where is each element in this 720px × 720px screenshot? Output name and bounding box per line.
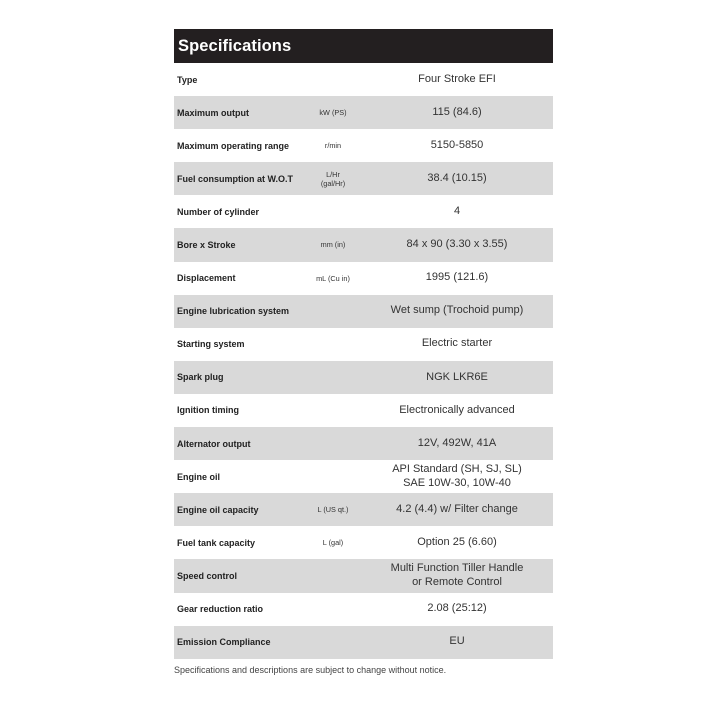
spec-label: Bore x Stroke — [177, 240, 236, 251]
spec-row — [174, 63, 553, 96]
spec-value-line: or Remote Control — [412, 575, 502, 588]
spec-label: Fuel tank capacity — [177, 537, 256, 548]
spec-label: Gear reduction ratio — [177, 604, 264, 615]
spec-unit: mm (in) — [320, 240, 346, 250]
spec-row — [174, 361, 553, 394]
spec-row — [174, 228, 553, 261]
page-title: Specifications — [178, 36, 292, 55]
spec-value — [361, 205, 553, 219]
spec-row — [174, 526, 553, 559]
spec-row — [174, 427, 553, 460]
spec-value — [361, 271, 553, 285]
spec-value — [361, 172, 553, 186]
spec-label: Ignition timing — [177, 405, 239, 416]
spec-value — [361, 602, 553, 616]
spec-value — [361, 371, 553, 385]
spec-value-line: 12V, 492W, 41A — [417, 436, 497, 449]
spec-value-line: Four Stroke EFI — [418, 72, 496, 85]
spec-row — [174, 460, 553, 493]
spec-value — [361, 562, 553, 590]
spec-unit — [305, 170, 361, 188]
spec-value-line: 38.4 (10.15) — [427, 171, 487, 184]
spec-label: Engine lubrication system — [177, 306, 290, 317]
spec-value-line: Multi Function Tiller Handle — [390, 562, 524, 575]
spec-unit: kW (PS) — [319, 108, 347, 118]
spec-value-line: Electric starter — [421, 337, 493, 350]
spec-row — [174, 195, 553, 228]
spec-value — [361, 106, 553, 120]
spec-label: Maximum operating range — [177, 140, 290, 151]
spec-value-line: 84 x 90 (3.30 x 3.55) — [406, 238, 508, 251]
spec-value-line: API Standard (SH, SJ, SL) — [392, 462, 522, 475]
spec-sheet — [174, 29, 553, 659]
spec-row — [174, 328, 553, 361]
spec-value — [361, 536, 553, 550]
spec-value-line: 4.2 (4.4) w/ Filter change — [396, 502, 518, 515]
spec-value — [361, 337, 553, 351]
spec-unit: r/min — [324, 141, 342, 151]
spec-row — [174, 129, 553, 162]
spec-value-line: Option 25 (6.60) — [417, 535, 497, 548]
spec-row — [174, 626, 553, 659]
spec-value-line: NGK LKR6E — [426, 370, 488, 383]
spec-label: Displacement — [177, 273, 236, 284]
spec-value — [361, 304, 553, 318]
spec-value — [361, 437, 553, 451]
spec-row — [174, 262, 553, 295]
spec-unit: mL (Cu in) — [316, 273, 350, 283]
spec-value — [361, 503, 553, 517]
spec-label: Speed control — [177, 570, 238, 581]
spec-unit-line: L/Hr — [326, 169, 340, 179]
spec-value-line: SAE 10W-30, 10W-40 — [403, 476, 511, 489]
spec-value-line: 2.08 (25:12) — [427, 602, 487, 615]
spec-row — [174, 559, 553, 592]
spec-value-line: 4 — [453, 205, 461, 218]
spec-value-line: 115 (84.6) — [432, 105, 482, 118]
spec-value — [361, 635, 553, 649]
spec-value — [361, 404, 553, 418]
spec-row — [174, 96, 553, 129]
spec-label: Emission Compliance — [177, 637, 271, 648]
spec-row — [174, 162, 553, 195]
spec-value-line: 5150-5850 — [430, 138, 484, 151]
spec-row — [174, 295, 553, 328]
spec-value — [361, 73, 553, 87]
spec-table — [174, 63, 553, 659]
spec-row — [174, 394, 553, 427]
spec-value-line: 1995 (121.6) — [425, 271, 489, 284]
spec-label: Spark plug — [177, 372, 224, 383]
spec-unit-line: (gal/Hr) — [320, 178, 346, 188]
spec-label: Number of cylinder — [177, 206, 260, 217]
spec-row — [174, 493, 553, 526]
spec-value — [361, 463, 553, 491]
spec-label: Engine oil capacity — [177, 504, 259, 515]
spec-value-line: Wet sump (Trochoid pump) — [390, 304, 524, 317]
spec-label: Engine oil — [177, 471, 221, 482]
spec-label: Alternator output — [177, 438, 251, 449]
spec-unit: L (US qt.) — [317, 505, 349, 515]
spec-unit: L (gal) — [322, 538, 344, 548]
spec-row — [174, 593, 553, 626]
spec-value-line: Electronically advanced — [399, 403, 515, 416]
spec-value-line: EU — [449, 635, 465, 648]
spec-label: Fuel consumption at W.O.T — [177, 173, 293, 184]
footnote: Specifications and descriptions are subject to change without notice. — [174, 665, 447, 675]
spec-value — [361, 139, 553, 153]
spec-label: Maximum output — [177, 107, 249, 118]
spec-label: Starting system — [177, 339, 245, 350]
title-bar — [174, 29, 553, 63]
spec-label: Type — [177, 74, 198, 85]
spec-value — [361, 238, 553, 252]
